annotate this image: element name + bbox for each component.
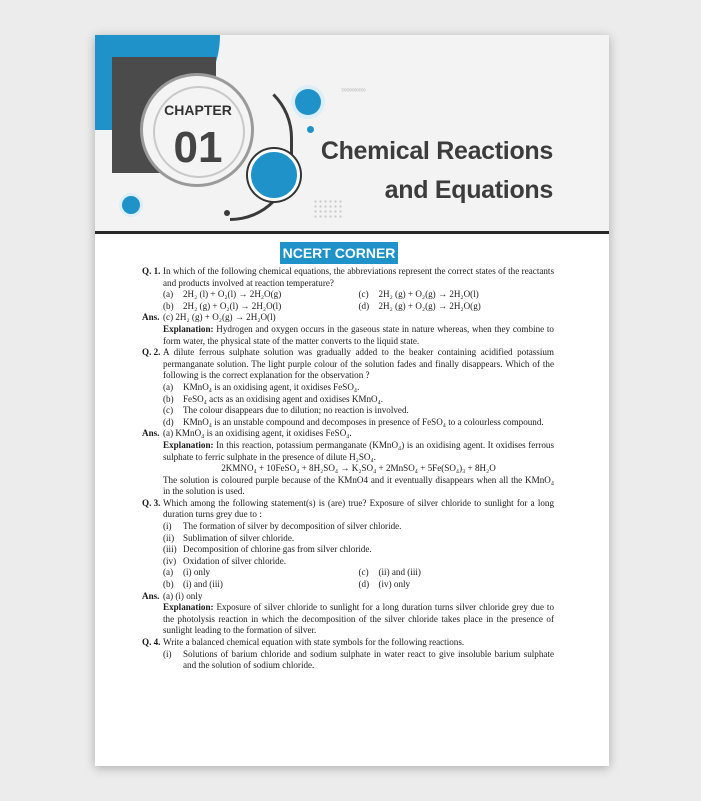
question-4 bbox=[142, 637, 554, 649]
statement-iii: (iii) Decomposition of chlorine gas from silver chloride. bbox=[163, 544, 372, 555]
option-d: (d) KMnO₄ is an unstable compound and decomposes in presence of FeSO₄ to a colourless compound. bbox=[163, 416, 544, 427]
decorative-chevrons: »»»»»»» bbox=[341, 85, 366, 94]
chapter-header bbox=[95, 35, 609, 232]
question-text: In which of the following chemical equations, the abbreviations represent the correct states of the reactants and products involved at reaction temperature? bbox=[163, 266, 554, 288]
header-divider bbox=[95, 231, 609, 234]
decorative-circle-large bbox=[248, 149, 300, 201]
question-1-options bbox=[142, 289, 554, 312]
answer-3: Ans. (a) (i) only bbox=[142, 590, 203, 601]
reaction-equation: 2KMNO₄ + 10FeSO₄ + 8H₂SO₄ → K₂SO₄ + 2MnSO₄ + 5Fe(SO₄)₃ + 8H₂O bbox=[221, 463, 496, 474]
statement-i: (i) The formation of silver by decomposition of silver chloride. bbox=[163, 521, 402, 532]
question-text: Which among the following statement(s) is (are) true? Exposure of silver chloride to sunlight for a long duration turns grey due to : bbox=[163, 497, 554, 520]
question-text: Write a balanced chemical equation with state symbols for the following reactions. bbox=[163, 637, 465, 647]
question-2 bbox=[142, 347, 554, 382]
answer-1: Ans. (c) 2H₂ (g) + O₂(g) → 2H₂O(l) bbox=[142, 312, 276, 323]
decorative-circle bbox=[295, 89, 321, 115]
question-3-statements bbox=[142, 521, 554, 591]
questions-content bbox=[142, 266, 554, 672]
decorative-dot-dark bbox=[224, 210, 230, 216]
decorative-circle-small bbox=[122, 196, 140, 214]
chapter-title-line-2: and Equations bbox=[384, 176, 553, 204]
explanation-1: Explanation: Hydrogen and oxygen occurs in the gaseous state in nature whereas, when they combine to form water, the physical state of the matter converts to the liquid state. bbox=[163, 323, 554, 346]
decorative-dot bbox=[307, 126, 314, 133]
section-label: NCERT CORNER bbox=[280, 242, 398, 264]
explanation-3: Explanation: Exposure of silver chloride to sunlight for a long duration turns silver chloride grey due to the photolysis reaction in which the decomposition of the silver chloride takes place in the presence of sunlight leading to the formation of silver. bbox=[163, 602, 554, 636]
explanation-2: Explanation: In this reaction, potassium permanganate (KMnO₄) is an oxidising agent. It oxidises ferrous sulphate to ferric sulphate in the presence of dilute H₂SO₄. bbox=[163, 439, 554, 462]
option-d: (d) (iv) only bbox=[358, 579, 411, 590]
textbook-page bbox=[95, 35, 609, 766]
option-a: (a) (i) only bbox=[163, 567, 211, 578]
question-number: Q. 1. bbox=[142, 266, 161, 276]
chapter-title bbox=[321, 132, 553, 210]
option-c: (c) (ii) and (iii) bbox=[358, 567, 421, 578]
option-c: (c) The colour disappears due to dilution; no reaction is involved. bbox=[163, 405, 409, 416]
explanation-2-note: The solution is coloured purple because of the KMnO4 and it eventually disappears when all the KMnO₄ in the solution is used. bbox=[163, 474, 554, 497]
option-b: (b) 2H₂ (g) + O₂(l) → 2H₂O(l) bbox=[163, 300, 282, 311]
chapter-number: 01 bbox=[173, 123, 223, 172]
option-b: (b) (i) and (iii) bbox=[163, 579, 223, 590]
statement-ii: (ii) Sublimation of silver chloride. bbox=[163, 532, 295, 543]
question-number: Q. 4. bbox=[142, 637, 161, 647]
question-text: A dilute ferrous sulphate solution was gradually added to the beaker containing acidified potassium permanganate solution. The light purple colour of the solution fades and finally disappears. Which of the following is the correct explanation for the observation ? bbox=[163, 347, 554, 381]
option-c: (c) 2H₂ (g) + O₂(g) → 2H₂O(l) bbox=[358, 289, 479, 300]
question-2-options bbox=[142, 382, 554, 428]
question-number: Q. 2. bbox=[142, 347, 161, 358]
chapter-label: CHAPTER bbox=[164, 102, 232, 118]
option-a: (a) 2H₂ (l) + O₂(l) → 2H₂O(g) bbox=[163, 289, 282, 300]
answer-2: Ans. (a) KMnO₄ is an oxidising agent, it oxidises FeSO₄. bbox=[142, 428, 352, 439]
chapter-title-line-1: Chemical Reactions bbox=[320, 137, 553, 165]
question-1 bbox=[142, 266, 554, 289]
option-d: (d) 2H₂ (g) + O₂(g) → 2H₂O(g) bbox=[358, 300, 481, 311]
option-a: (a) KMnO₄ is an oxidising agent, it oxidises FeSO₄. bbox=[163, 381, 360, 392]
statement-iv: (iv) Oxidation of silver chloride. bbox=[163, 555, 287, 566]
option-b: (b) FeSO₄ acts as an oxidising agent and oxidises KMnO₄. bbox=[163, 393, 384, 404]
question-3 bbox=[142, 498, 554, 521]
question-number: Q. 3. bbox=[142, 497, 161, 508]
question-4-part-i: (i) Solutions of barium chloride and sodium sulphate in water react to give insoluble barium sulphate and the solution of sodium chloride. bbox=[163, 648, 554, 671]
